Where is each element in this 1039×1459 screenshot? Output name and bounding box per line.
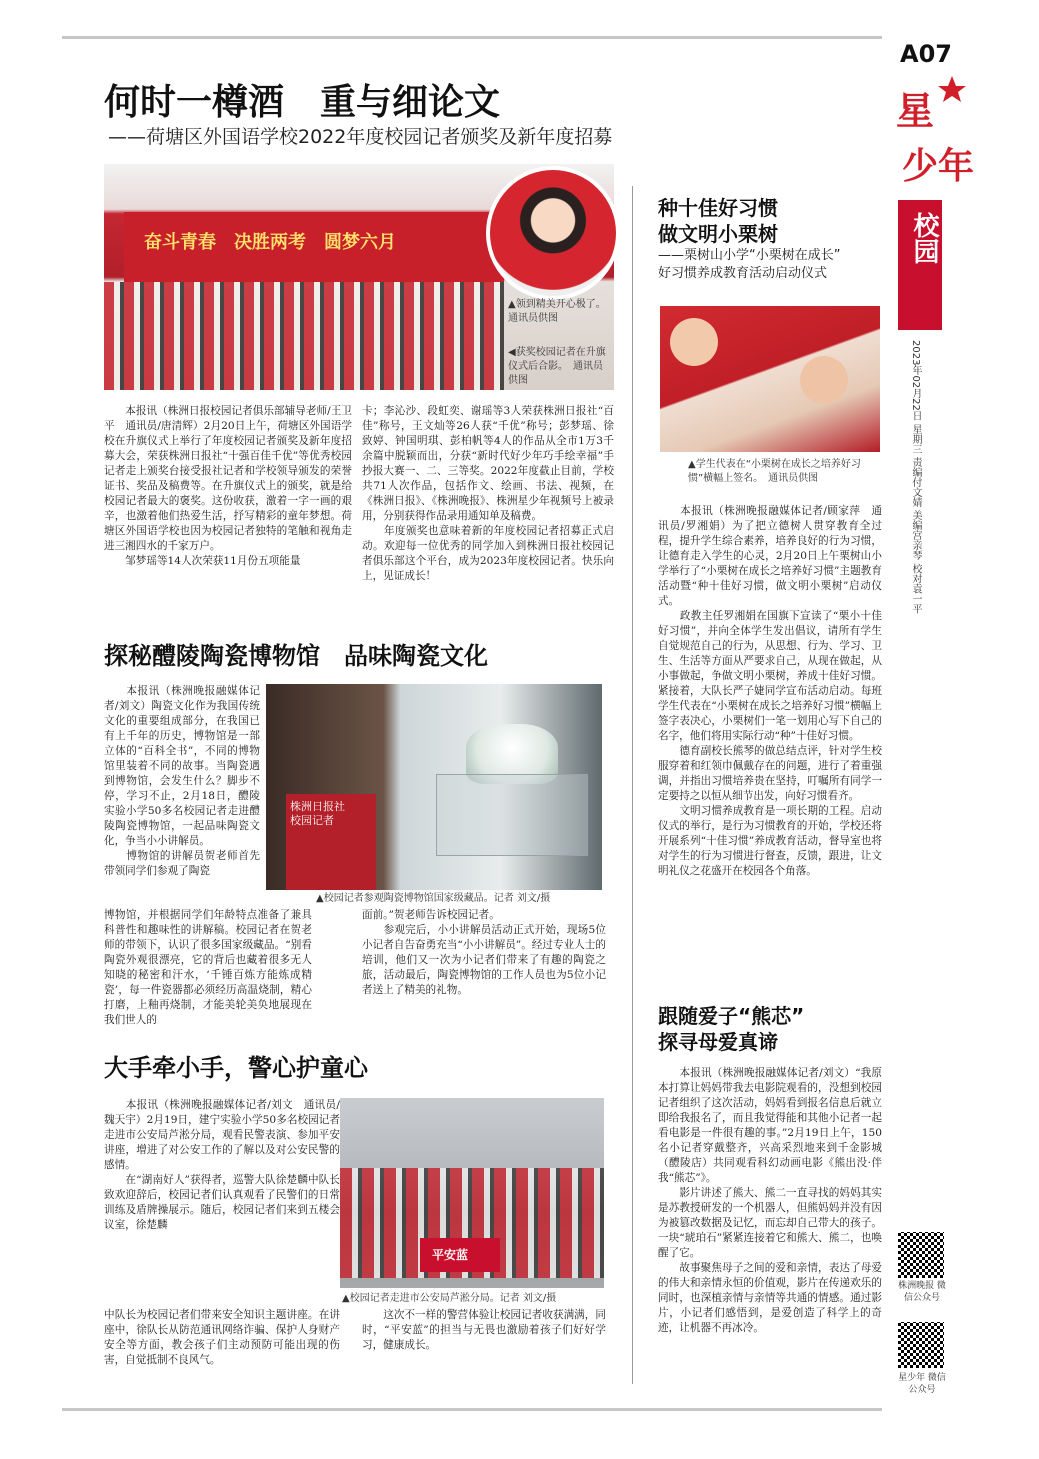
article2-bottom-right: 面前。”贺老师告诉校园记者。 参观完后，小小讲解员活动正式开始，现场5位小记者自告奋勇充当“小小讲解员”。经过专业人士的培训，他们又一次为小记者们带来了有趣的陶瓷之旅，活动最后，陶瓷博物馆的工作人员也为5位小记者送上了精美的礼物。 [362, 909, 606, 996]
article1-caption2: ◀获奖校园记者在升旗仪式后合影。 通讯员供图 [508, 347, 606, 386]
article3-group-photo [340, 1098, 604, 1288]
article1-caption1: ▲领到精美开心极了。 通讯员供图 [508, 299, 611, 324]
article4-signing-photo [660, 306, 880, 452]
column-divider [632, 186, 633, 1384]
article3-bottom-left: 中队长为校园记者们带来安全知识主题讲座。在讲座中，徐队长从防范通讯网络诈骗、保护人身财产安全等方面，教会孩子们主动预防可能出现的伤害，自觉抵制不良风气。 [104, 1309, 340, 1366]
article1-col2: 卡；李沁沙、段虹奕、谢瑶等3人荣获株洲日报社“百佳”称号，王文灿等26人获“千优”称号；彭梦瑶、徐致婷、钟国明琪、彭柏帆等4人的作品从全市1万3千余篇中脱颖而出，分获“新时代好少年巧手绘幸福”手抄报大赛一、二、三等奖。2022年度截止目前，学校共71人次作品，包括作文、绘画、书法、视频，在《株洲日报》、《株洲晚报》、株洲星少年视频号上被录用，分别获得作品录用通知单及稿费。 年度颁奖也意味着新的年度校园记者招募正式启动。欢迎每一位优秀的同学加入到株洲日报社校园记者俱乐部这个平台，成为2023年度校园记者。快乐向上，见证成长！ [362, 405, 614, 582]
bottom-rule [62, 1408, 882, 1411]
vest-text: 株洲日报社 校园记者 [290, 800, 356, 827]
article4-caption: ▲学生代表在“小栗树在成长之培养好习惯”横幅上签名。 通讯员供图 [688, 459, 861, 484]
brand-logo [892, 76, 975, 187]
top-rule [62, 36, 882, 39]
article3-photo-caption: ▲校园记者走进市公安局芦淞分局。记者 刘文/摄 [342, 1293, 557, 1304]
article1-portrait-photo [486, 166, 620, 300]
qr1-label: 株洲晚报 微信公众号 [898, 1281, 946, 1303]
flag-text: 平安蓝 [432, 1248, 469, 1262]
article4-subtitle-line2: 好习惯养成教育活动启动仪式 [658, 266, 828, 281]
article5-body: 本报讯（株洲晚报融媒体记者/刘文）“我原本打算让妈妈带我去电影院观看的，没想到校园记者组织了这次活动，妈妈看到报名信息后就立即给我报名了，而且我觉得能和其他小记者一起看电影是一件很有趣的事。”2月19日上午，150名小记者穿戴整齐，兴高采烈地来到千金影城（醴陵店）共同观看科幻动画电影《熊出没·伴我“熊芯”》。 影片讲述了熊大、熊二一直寻找的妈妈其实是苏教授研发的一个机器人，但熊妈妈并没有因为被篡改数据及记忆，而忘却自己带大的孩子。一块“琥珀石”紧紧连接着它和熊大、熊二，也唤醒了它。 故事聚焦母子之间的爱和亲情，表达了母爱的伟大和亲情永恒的价值观，影片在传递欢乐的同时，也深植亲情与亲情等共通的情感。通过影片，小记者们感悟到，是爱创造了科学上的奇迹，让机器不再冰冷。 [658, 1067, 882, 1334]
article5-title-line2: 探寻母爱真谛 [658, 1030, 778, 1054]
students-crowd [104, 282, 504, 390]
child-face-2 [800, 356, 848, 404]
article2-lead: 本报讯（株洲晚报融媒体记者/刘文）陶瓷文化作为我国传统文化的重要组成部分，在我国已有上千年的历史，博物馆是一部立体的“百科全书”，不同的博物馆里装着不同的故事。当陶瓷遇到博物馆，会发生什么？脚步不停，学习不止，2月18日，醴陵实验小学50多名校园记者走进醴陵陶瓷博物馆，一起品味陶瓷文化，争当小小讲解员。 博物馆的讲解员贺老师首先带领同学们参观了陶瓷 [104, 685, 260, 877]
svg-text:少年: 少年 [902, 146, 975, 187]
article3-bottom-right: 这次不一样的警营体验让校园记者收获满满，同时，“平安蓝”的担当与无畏也激励着孩子们好好学习，健康成长。 [362, 1309, 606, 1351]
qr-code-xingshaonian[interactable] [898, 1322, 944, 1368]
qr-code-zhuzhou-evening[interactable] [898, 1232, 944, 1278]
article4-body: 本报讯（株洲晚报融媒体记者/顾家萍 通讯员/罗湘娟）为了把立德树人贯穿教育全过程，提升学生综合素养，培养良好的行为习惯，让德育走入学生的心灵，2月20日上午栗树山小学举行了“小栗树在成长之培养好习惯”主题教育活动暨“种十佳好习惯，做文明小栗树”启动仪式。 政教主任罗湘娟在国旗下宣读了“栗小十佳好习惯”，并向全体学生发出倡议，请所有学生自觉规范自己的行为，从思想、行为、学习、卫生、生活等方面从严要求自己，从现在做起，从小事做起，争做文明小栗树，养成十佳好习惯。紧接着，大队长严子婕同学宣布活动启动。每班学生代表在“小栗树在成长之培养好习惯”横幅上签字表决心，小栗树们一笔一划用心写下自己的名字，他们将用实际行动“种”十佳好习惯。 德育副校长熊琴的做总结点评，针对学生校服穿着和红领巾佩戴存在的问题，进行了着重强调，并指出习惯培养贵在坚持，叮嘱所有同学一定要持之以恒从细节出发，向好习惯看齐。 文明习惯养成教育是一项长期的工程。启动仪式的举行，是行为习惯教育的开始，学校还将开展系列“十佳习惯”养成教育活动，督导室也将对学生的行为习惯进行督查，反馈，跟进，让文明礼仪之花盛开在校园各个角落。 [658, 505, 882, 877]
article3-title: 大手牵小手，警心护童心 [104, 1054, 368, 1082]
section-label: 校园 [909, 212, 939, 264]
section-tag [898, 200, 942, 330]
display-case [436, 774, 588, 856]
article2-bottom-left: 博物馆，并根据同学们年龄特点准备了兼具科普性和趣味性的讲解稿。校园记者在贺老师的带领下，认识了很多国家级藏品。“别看陶瓷外观很漂亮，它的背后也藏着很多无人知晓的秘密和汗水，‘千锤百炼方能炼成精瓷’，每一件瓷器都必须经历高温烧制，精心打磨，上釉再烧制，才能美轮美奂地展现在我们世人的 [104, 909, 312, 1026]
article2-photo-caption: ▲校园记者参观陶瓷博物馆国家级藏品。记者 刘文/摄 [316, 893, 551, 904]
article1-title: 何时一樽酒 重与细论文 [104, 82, 501, 123]
article5-title-line1: 跟随爱子“熊芯” [658, 1004, 805, 1028]
article1-subtitle: ——荷塘区外国语学校2022年度校园记者颁奖及新年度招募 [108, 126, 613, 148]
article1-col1: 本报讯（株洲日报校园记者俱乐部辅导老师/王卫平 通讯员/唐清辉）2月20日上午，荷塘区外国语学校在升旗仪式上举行了年度校园记者颁奖及新年度招募大会，荣获株洲日报社“十强百佳千优”等优秀校园记者走上颁奖台接受报社记者和学校领导颁发的荣誉证书、奖品及稿费等。在升旗仪式上的颁奖，就是给校园记者最大的褒奖。这份收获，激着一字一画的艰辛，也激着他们热爱生活，抒写精彩的童年梦想。荷塘区外国语学校也因为校园记者独特的笔触和视角走进三湘四水的千家万户。 邹梦瑶等14人次荣获11月份五项能量 [104, 405, 352, 567]
article4-title-line1: 种十佳好习惯 [658, 196, 778, 220]
qr2-label: 星少年 微信公众号 [898, 1373, 946, 1395]
svg-text:星: 星 [896, 89, 935, 133]
child-face [670, 318, 718, 366]
page-meta: 2023年02月22日 星期三 责编付文婧 美编宫亲琴 校对袁一平 [910, 340, 921, 614]
article2-museum-photo [266, 684, 602, 890]
article2-title: 探秘醴陵陶瓷博物馆 品味陶瓷文化 [104, 642, 488, 670]
banner-text: 奋斗青春 决胜两考 圆梦六月 [144, 232, 396, 253]
article3-lead: 本报讯（株洲晚报融媒体记者/刘文 通讯员/魏天宇）2月19日，建宁实验小学50多名校园记者走进市公安局芦淞分局，观看民警表演、参加平安讲座，增进了对公安工作的了解以及对公安民警的感情。 在“湖南好人”获得者，巡警大队徐楚麟中队长致欢迎辞后，校园记者们认真观看了民警们的日常训练及盾牌操展示。随后，校园记者们来到五楼会议室，徐楚麟 [104, 1099, 340, 1231]
article4-title-line2: 做文明小栗树 [658, 222, 778, 246]
page-number: A07 [900, 40, 952, 68]
article4-subtitle-line1: ——栗树山小学“小栗树在成长” [658, 248, 841, 263]
